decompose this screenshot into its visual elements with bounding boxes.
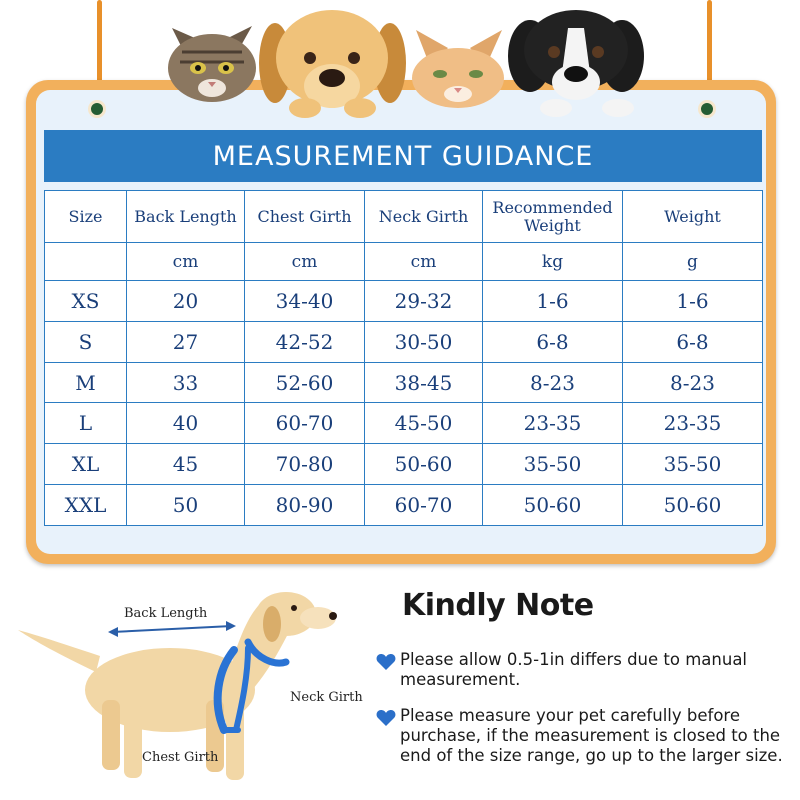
column-header: Chest Girth <box>245 191 365 243</box>
unit-cell <box>45 243 127 281</box>
size-cell: S <box>45 321 127 362</box>
table-header-row <box>45 191 763 243</box>
unit-cell: g <box>623 243 763 281</box>
table-units-row <box>45 243 763 281</box>
note-text: Please measure your pet carefully before purchase, if the measurement is closed to the end of the size range, go up to the larger size. <box>400 706 783 765</box>
table-cell: 33 <box>127 362 245 403</box>
table-cell: 38-45 <box>365 362 483 403</box>
neck-girth-label: Neck Girth <box>290 690 363 705</box>
unit-cell: kg <box>483 243 623 281</box>
table-cell: 45-50 <box>365 403 483 444</box>
unit-cell: cm <box>365 243 483 281</box>
table-cell: 35-50 <box>483 444 623 485</box>
column-header: Neck Girth <box>365 191 483 243</box>
table-cell: 60-70 <box>365 485 483 526</box>
size-cell: M <box>45 362 127 403</box>
table-cell: 52-60 <box>245 362 365 403</box>
table-row <box>45 485 763 526</box>
peeking-pets <box>160 8 650 118</box>
table-cell: 35-50 <box>623 444 763 485</box>
table-cell: 70-80 <box>245 444 365 485</box>
table-title: MEASUREMENT GUIDANCE <box>44 130 762 182</box>
table-cell: 34-40 <box>245 281 365 322</box>
blue-heart-icon <box>376 653 400 690</box>
note-text: Please allow 0.5-1in differs due to manual measurement. <box>400 650 748 689</box>
measurement-diagram <box>0 580 380 800</box>
table-row <box>45 362 763 403</box>
size-cell: XXL <box>45 485 127 526</box>
table-cell: 45 <box>127 444 245 485</box>
note-item <box>376 650 786 690</box>
table-cell: 1-6 <box>623 281 763 322</box>
table-row <box>45 321 763 362</box>
golden-retriever-icon <box>259 10 406 118</box>
note-item <box>376 706 786 766</box>
table-cell: 20 <box>127 281 245 322</box>
column-header: Weight <box>623 191 763 243</box>
blue-heart-icon <box>376 709 400 766</box>
table-cell: 50-60 <box>483 485 623 526</box>
board-hole-left <box>88 100 106 118</box>
table-cell: 6-8 <box>483 321 623 362</box>
size-cell: XL <box>45 444 127 485</box>
size-cell: XS <box>45 281 127 322</box>
back-length-label: Back Length <box>124 606 208 621</box>
table-cell: 23-35 <box>623 403 763 444</box>
table-row <box>45 281 763 322</box>
table-cell: 42-52 <box>245 321 365 362</box>
table-cell: 60-70 <box>245 403 365 444</box>
column-header: Recommended Weight <box>483 191 623 243</box>
table-cell: 50-60 <box>623 485 763 526</box>
table-row <box>45 444 763 485</box>
table-cell: 80-90 <box>245 485 365 526</box>
black-white-dog-icon <box>508 10 644 117</box>
tabby-cat-icon <box>168 26 256 102</box>
table-cell: 23-35 <box>483 403 623 444</box>
note-title-highlight <box>402 626 602 634</box>
table-cell: 30-50 <box>365 321 483 362</box>
orange-cat-icon <box>412 30 504 108</box>
table-cell: 29-32 <box>365 281 483 322</box>
size-cell: L <box>45 403 127 444</box>
table-cell: 8-23 <box>483 362 623 403</box>
chest-girth-label: Chest Girth <box>142 750 219 765</box>
table-cell: 6-8 <box>623 321 763 362</box>
table-cell: 50 <box>127 485 245 526</box>
column-header: Back Length <box>127 191 245 243</box>
column-header: Size <box>45 191 127 243</box>
table-cell: 50-60 <box>365 444 483 485</box>
table-row <box>45 403 763 444</box>
board-hole-right <box>698 100 716 118</box>
table-cell: 1-6 <box>483 281 623 322</box>
table-cell: 40 <box>127 403 245 444</box>
size-table <box>44 190 763 526</box>
note-title: Kindly Note <box>402 588 594 623</box>
table-cell: 27 <box>127 321 245 362</box>
unit-cell: cm <box>245 243 365 281</box>
unit-cell: cm <box>127 243 245 281</box>
table-cell: 8-23 <box>623 362 763 403</box>
